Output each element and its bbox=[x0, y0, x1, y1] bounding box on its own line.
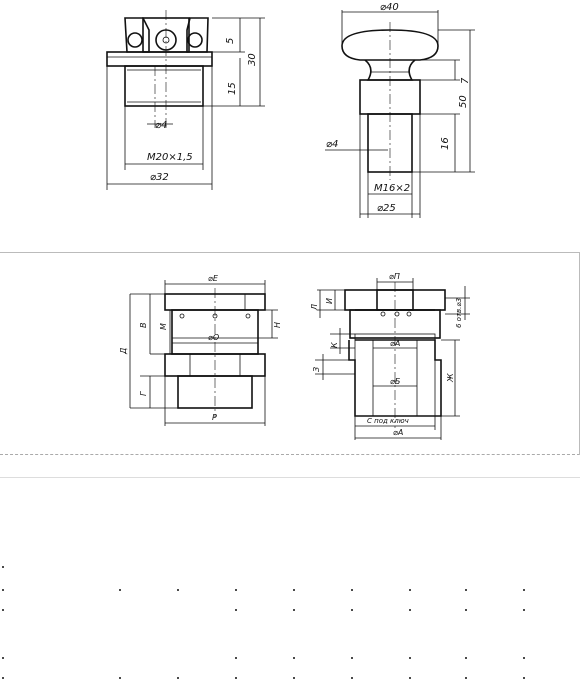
label-k: К bbox=[330, 342, 339, 348]
drawing-top-left bbox=[95, 0, 285, 225]
bottom-frame-right-edge bbox=[579, 253, 580, 455]
label-p: ⌀П bbox=[389, 272, 400, 281]
table-dots bbox=[0, 560, 582, 679]
dim-16: 16 bbox=[440, 137, 451, 150]
label-g: Г bbox=[139, 391, 148, 396]
label-s: С под ключ bbox=[367, 417, 409, 425]
bottom-frame bbox=[0, 252, 580, 481]
drawing-bottom-left-svg bbox=[110, 268, 290, 438]
label-o: ⌀О bbox=[208, 333, 220, 342]
drawing-top-right-svg bbox=[320, 0, 495, 225]
dots-row-4 bbox=[2, 657, 525, 659]
label-n: Н bbox=[273, 321, 282, 328]
drawing-top-right bbox=[320, 0, 495, 225]
dim-15: 15 bbox=[227, 82, 238, 95]
label-i: И bbox=[325, 298, 334, 304]
drawing-bottom-right bbox=[305, 268, 480, 448]
dim-d32: ⌀32 bbox=[150, 172, 169, 183]
dim-30: 30 bbox=[247, 53, 258, 66]
dots-row-2 bbox=[2, 589, 525, 591]
bottom-frame-underline bbox=[0, 477, 580, 478]
dim-7: 7 bbox=[460, 77, 471, 84]
label-z: З bbox=[312, 366, 321, 372]
label-b: ⌀Б bbox=[390, 377, 401, 386]
dim-d4: ⌀4 bbox=[155, 120, 168, 131]
dim-m20: M20×1,5 bbox=[147, 152, 193, 163]
drawing-bottom-right-svg bbox=[305, 268, 480, 448]
dim-d4-right: ⌀4 bbox=[326, 139, 339, 150]
bottom-frame-divider bbox=[0, 454, 580, 455]
dim-d40: ⌀40 bbox=[380, 2, 399, 13]
dim-5: 5 bbox=[225, 37, 236, 44]
dots-row-3 bbox=[2, 609, 525, 611]
label-zh: Ж bbox=[446, 373, 455, 382]
label-m: М bbox=[159, 323, 168, 330]
drawing-bottom-left bbox=[110, 268, 290, 438]
label-l: Л bbox=[310, 303, 319, 310]
label-a-inner: ⌀А bbox=[390, 339, 401, 348]
label-a-outer: ⌀А bbox=[393, 428, 404, 437]
dim-m16: M16×2 bbox=[374, 183, 411, 194]
label-r: Р bbox=[212, 413, 217, 422]
label-v: В bbox=[139, 322, 148, 328]
dim-d25: ⌀25 bbox=[377, 203, 396, 214]
label-d: Д bbox=[119, 347, 128, 354]
label-holes: 6 отв.⌀3 bbox=[455, 297, 463, 328]
dots-row-1 bbox=[2, 566, 4, 568]
dim-50: 50 bbox=[458, 95, 469, 108]
label-e: ⌀Е bbox=[208, 274, 218, 283]
drawing-top-left-svg bbox=[95, 0, 285, 225]
